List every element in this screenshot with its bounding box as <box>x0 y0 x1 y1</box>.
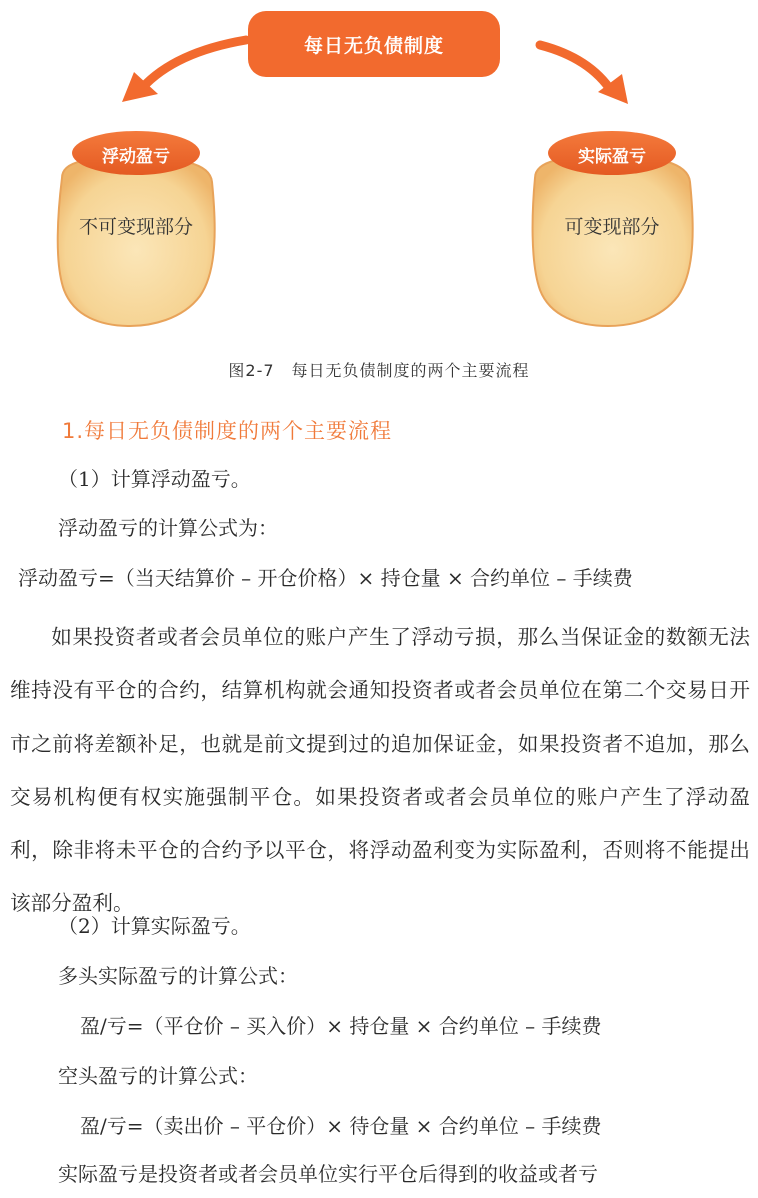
section-heading: 1.每日无负债制度的两个主要流程 <box>62 419 393 443</box>
right-oval-label: 可变现部分 <box>564 216 660 238</box>
long-formula: 盈/亏=（平仓价 – 买入价）× 持仓量 × 合约单位 – 手续费 <box>80 1014 602 1038</box>
left-arrow-icon <box>142 40 246 88</box>
right-cap-label: 实际盈亏 <box>578 147 646 167</box>
float-formula-intro: 浮动盈亏的计算公式为： <box>58 516 278 540</box>
figure-caption: 图2-7 每日无负债制度的两个主要流程 <box>228 361 530 380</box>
short-formula: 盈/亏=（卖出价 – 平仓价）× 待仓量 × 合约单位 – 手续费 <box>80 1114 602 1138</box>
right-arrow-icon <box>540 45 612 92</box>
left-cap-label: 浮动盈亏 <box>102 147 170 167</box>
step2-text: （2）计算实际盈亏。 <box>58 914 251 938</box>
short-formula-intro: 空头盈亏的计算公式： <box>58 1064 258 1088</box>
left-oval <box>58 158 215 326</box>
step1-text: （1）计算浮动盈亏。 <box>58 467 251 491</box>
paragraph-1: 如果投资者或者会员单位的账户产生了浮动亏损，那么当保证金的数额无法维持没有平仓的合约，结算机构就会通知投资者或者会员单位在第二个交易日开市之前将差额补足，也就是前文提到过的追加保证金，如果投资者不追加，那么交易机构便有权实施强制平仓。如果投资者或者会员单位的账户产生了浮动盈利，除非将未平仓的合约予以平仓，将浮动盈利变为实际盈利，否则将不能提出该部分盈利。 <box>10 625 750 916</box>
float-formula: 浮动盈亏=（当天结算价 – 开仓价格）× 持仓量 × 合约单位 – 手续费 <box>18 566 633 590</box>
right-oval <box>533 156 693 326</box>
top-label: 每日无负债制度 <box>248 11 500 77</box>
left-oval-label: 不可变现部分 <box>78 216 193 238</box>
long-formula-intro: 多头实际盈亏的计算公式： <box>58 964 298 988</box>
last-line: 实际盈亏是投资者或者会员单位实行平仓后得到的收益或者亏 <box>58 1162 598 1186</box>
